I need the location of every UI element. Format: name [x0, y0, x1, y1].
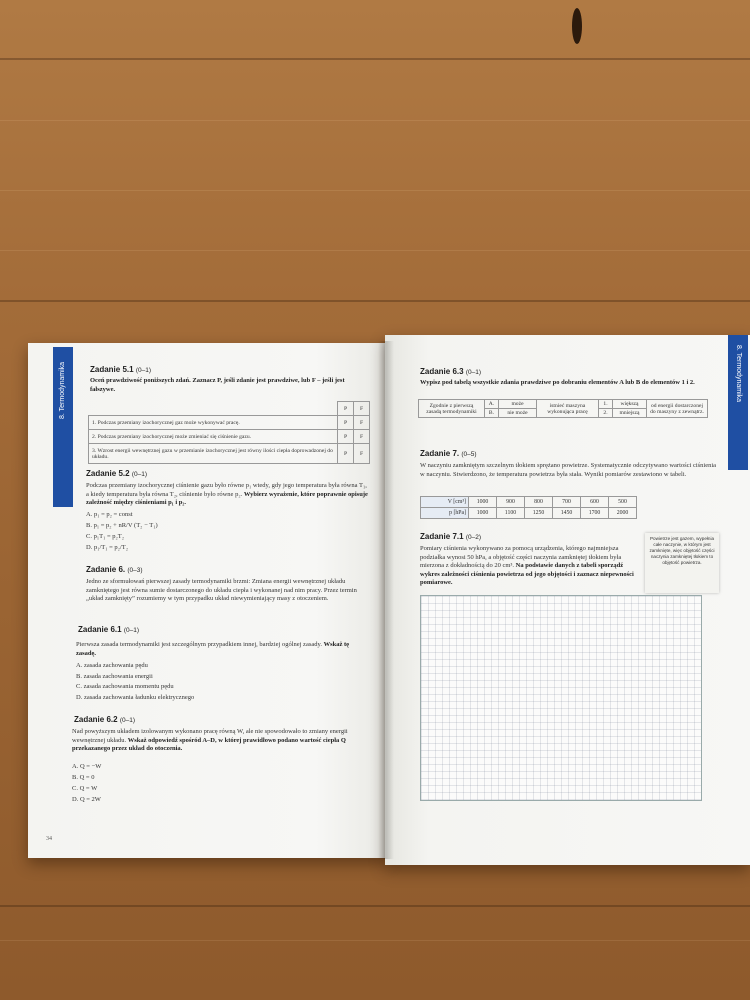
task-7-heading: Zadanie 7. (0–5): [420, 449, 477, 458]
chapter-tab-right: [728, 335, 748, 470]
chapter-tab-label: 8. Termodynamika: [59, 361, 66, 419]
answer-option[interactable]: C. zasada zachowania momentu pędu: [76, 683, 174, 690]
task-7-text: W naczyniu zamkniętym szczelnym tłokiem sprężano powietrze. Systematycznie odczytywano wartości ciśnienia w naczyniu. Stwierdzono, że temperatura powietrza była stała. Wyniki pomiarów zestawiono w tabeli.: [420, 462, 717, 478]
false-option[interactable]: F: [354, 416, 370, 430]
open-workbook: [28, 335, 750, 865]
true-option[interactable]: P: [338, 416, 354, 430]
task-6-3-heading: Zadanie 6.3 (0–1): [420, 367, 481, 376]
table-row: p [hPa] 1000 1100 1250 1450 1700 2000: [421, 508, 637, 519]
task-5-2-options: [86, 509, 286, 553]
table-row: 3. Wzrost energii wewnętrznej gazu w przemianie izochorycznej jest równy ilości ciepła doprowadzonej do układu. P F: [89, 444, 370, 464]
answer-option[interactable]: A. Q = −W: [72, 763, 102, 770]
answer-option[interactable]: B. p₁ = p₂ + nR/V (T₂ − T₁): [86, 522, 158, 529]
task-6-2-heading: Zadanie 6.2 (0–1): [74, 715, 135, 724]
option-b[interactable]: nie może: [499, 409, 537, 418]
task-6-heading: Zadanie 6. (0–3): [86, 565, 143, 574]
measurements-table: [420, 496, 637, 519]
option-a[interactable]: może: [499, 400, 537, 409]
answer-option[interactable]: B. Q = 0: [72, 774, 95, 781]
true-option[interactable]: P: [338, 430, 354, 444]
task-5-2-text: Podczas przemiany izochorycznej ciśnienie gazu było równe p₁ wtedy, gdy jego temperatura była równa T₁, a kiedy temperatura była równa T₂, ciśnienie było równe p₂. Wybierz wyrażenie, które poprawnie opisuje zależność między ciśnieniami p₁ i p₂.: [86, 482, 368, 507]
task-5-1-instruction: Oceń prawdziwość poniższych zdań. Zaznacz P, jeśli zdanie jest prawdziwe, lub F – jeśli jest fałszywe.: [90, 377, 345, 393]
task-6-1-options: [76, 661, 296, 703]
chapter-tab-label: 8. Termodynamika: [735, 345, 742, 403]
book-spine: [378, 341, 394, 859]
task-6-text: Jedno ze sformułowań pierwszej zasady termodynamiki brzmi: Zmiana energii wewnętrznej układu zamkniętego jest równa sumie dostarczonego do układu ciepła i wykonanej nad nim pracy. Przez termin „układ zamknięty” rozumiemy w tym przypadku układ niewymieniający masy z otoczeniem.: [86, 578, 357, 603]
matching-table: Zgodnie z pierwszą zasadą termodynamiki A. może istnieć maszyna wykonująca pracę 1. większą od energii dostarczonej do maszyny z zewnątrz. B. nie może 2. mniejszą: [418, 399, 708, 418]
option-1[interactable]: większą: [613, 400, 647, 409]
option-2[interactable]: mniejszą: [613, 409, 647, 418]
answer-option[interactable]: D. zasada zachowania ładunku elektrycznego: [76, 693, 195, 701]
answer-option[interactable]: C. Q = W: [72, 785, 98, 792]
left-page: [28, 343, 388, 858]
false-option[interactable]: F: [354, 444, 370, 464]
task-6-2-options: [72, 761, 192, 805]
table-row: 2. Podczas przemiany izochorycznej może zmieniać się ciśnienie gazu. P F: [89, 430, 370, 444]
side-note: Powietrze jest gazem, wypełnia całe naczynie, w którym jest zamknięte, więc objętość części naczynia zamkniętej tłokiem to objętość powietrza.: [645, 533, 719, 593]
chapter-tab-left: [53, 347, 73, 507]
page-number: 34: [46, 836, 52, 842]
table-row: V [cm³] 1000 900 800 700 600 500: [421, 497, 637, 508]
wood-knot: [572, 8, 582, 44]
true-option[interactable]: P: [338, 444, 354, 464]
answer-option[interactable]: C. p₁T₁ = p₂T₂: [86, 533, 125, 540]
right-page: [385, 335, 750, 865]
true-false-table: P F 1. Podczas przemiany izochorycznej gaz może wykonywać pracę. P F 2. Podczas przemiany izochorycznej może zmieniać się ciśnienie gazu. P F 3. Wzrost energii wewnętrznej gazu w przemianie izochorycznej jest równy ilości ciepła doprowadzonej do układu. P F: [88, 401, 370, 464]
answer-option[interactable]: A. zasada zachowania pędu: [76, 662, 148, 669]
task-7-1-text: Pomiary ciśnienia wykonywano za pomocą urządzenia, którego najmniejsza podziałka wynosi 50 hPa, a objętość części naczynia zamkniętej tłokiem była mierzona z dokładnością do 20 cm³. Na podstawie danych z tabeli sporządź wykres zależności ciśnienia powietrza od jego objętości i zaznacz niepewności pomiarowe.: [420, 545, 634, 587]
false-option[interactable]: F: [354, 430, 370, 444]
task-6-1-heading: Zadanie 6.1 (0–1): [78, 625, 139, 634]
table-row: 1. Podczas przemiany izochorycznej gaz może wykonywać pracę. P F: [89, 416, 370, 430]
answer-option[interactable]: B. zasada zachowania energii: [76, 672, 153, 680]
task-6-3-instruction: Wypisz pod tabelą wszystkie zdania prawdziwe po dobraniu elementów A lub B do elementów 1 i 2.: [420, 379, 695, 386]
answer-option[interactable]: D. Q = 2W: [72, 796, 101, 803]
task-7-1-heading: Zadanie 7.1 (0–2): [420, 532, 481, 541]
answer-option[interactable]: A. p₁ = p₂ = const: [86, 511, 133, 518]
graph-paper-area[interactable]: [420, 595, 702, 801]
task-5-1-heading: Zadanie 5.1 (0–1): [90, 365, 151, 374]
task-6-2-text: Nad powyższym układem izolowanym wykonano pracę równą W, ale nie spowodowało to zmiany energii wewnętrznej układu. Wskaż odpowiedź spośród A–D, w której prawidłowo podano wartość ciepła Q przekazanego przez układ do otoczenia.: [72, 728, 348, 753]
task-5-2-heading: Zadanie 5.2 (0–1): [86, 469, 147, 478]
task-6-1-text: Pierwsza zasada termodynamiki jest szczególnym przypadkiem innej, bardziej ogólnej zasady. Wskaż tę zasadę.: [76, 641, 350, 657]
answer-option[interactable]: D. p₁/T₁ = p₂/T₂: [86, 544, 128, 551]
